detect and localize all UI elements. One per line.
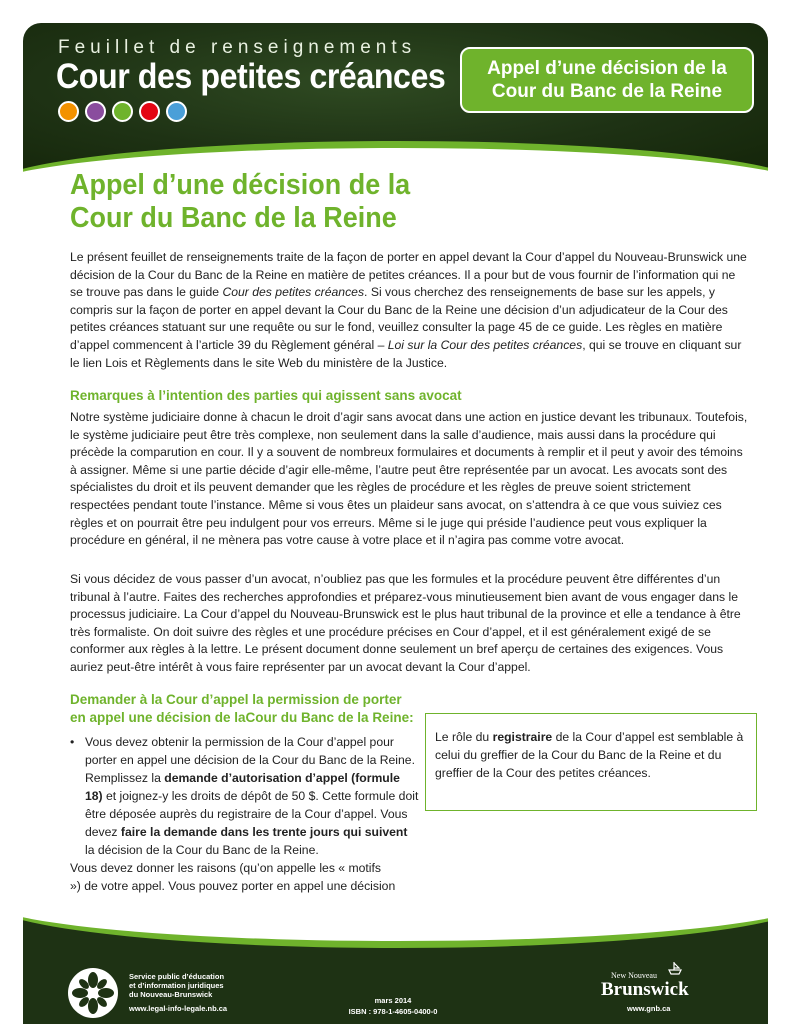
title-line-2: Cour du Banc de la Reine <box>70 202 397 234</box>
purple-dot <box>85 101 106 122</box>
guide-title: Cour des petites créances <box>222 285 365 300</box>
title-line-1: Appel d’une décision de la <box>70 169 411 201</box>
bullet-text-3: la décision de la Cour du Banc de la Reine. <box>85 843 319 857</box>
reasons-paragraph: Vous devez donner les raisons (qu’on appelle les « motifs ») de votre appel. Vous pouvez porter en appel une décision <box>70 861 396 893</box>
note-text-2: de la Cour d’appel est semblable à celui du greffier de la Cour du Banc de la Reine et du greffier de la Cour des petites créances. <box>435 730 744 780</box>
note-text-1: Le rôle du <box>435 730 493 744</box>
red-dot <box>139 101 160 122</box>
section2-heading-line-1: Demander à la Cour d’appel la permission de porter <box>70 692 402 707</box>
section2-heading-line-2: en appel une décision de laCour du Banc de la Reine: <box>70 710 414 725</box>
isbn: ISBN : 978-1-4605-0400-0 <box>348 1007 438 1016</box>
section1-heading: Remarques à l’intention des parties qui agissent sans avocat <box>70 388 462 403</box>
page-title <box>70 169 410 235</box>
service-line-3: du Nouveau-Brunswick <box>129 990 213 999</box>
section1-paragraph-1: Notre système judiciaire donne à chacun le droit d’agir sans avocat dans une action en justice devant les tribunaux. Toutefois, le système judiciaire peut être très complexe, non seulement dans la salle d’audience, mais aussi dans la procédure qui précède la comparution en cour. Il y a souvent de nombreux formulaires et documents à remplir et il peut y avoir des témoins à assigner. Même si une partie décide d’agir elle-même, l’autre peut être représentée par un avocat. Les avocats sont des spécialistes du droit et ils peuvent demander que les règles de procédure et les règles de preuve soient strictement respectées pendant toute l’instance. Même si vous êtes un plaideur sans avocat, on s’attendra à ce que vous suiviez ces règles et on pourrait être peu indulgent pour vos erreurs. Même si le juge qui préside l’audience peut vous expliquer la procédure en général, il ne mènera pas votre cause à votre place et il n’agira pas comme votre avocat. <box>70 410 748 548</box>
bullet-text-1: Vous devez obtenir la permission de la Cour d’appel pour porter en appel une décision de la Cour du Banc de la Reine. Remplissez la <box>85 735 415 785</box>
registrar-note-box <box>425 713 757 811</box>
page-frame <box>23 23 768 1024</box>
intro-paragraph <box>70 249 750 372</box>
topic-line-1: Appel d’une décision de la <box>487 58 727 79</box>
requirements-list <box>70 733 420 859</box>
ship-icon <box>667 961 683 975</box>
series-title: Cour des petites créances <box>56 57 446 96</box>
law-title: Loi sur la Cour des petites créances <box>387 337 583 352</box>
intro-text-1: Le présent feuillet de renseignements traite de la façon de porter en appel devant la Cour d’appel du Nouveau-Brunswick une décision de la Cour du Banc de la Reine en matière de petites créances. Il a pour but de vous fournir de l’information qui ne se trouve pas dans le guide <box>70 250 747 300</box>
color-dots <box>58 101 187 122</box>
bullet-text-2: et joignez-y les droits de dépôt de 50 $. Cette formule doit être déposée auprès du registraire de la Cour d’appel. Vous devez <box>85 789 419 839</box>
gnb-logo-wordmark: Brunswick <box>601 979 689 1000</box>
series-kicker: Feuillet de renseignements <box>58 37 417 58</box>
deadline-text: faire la demande dans les trente jours qui suivent <box>120 825 408 839</box>
blue-dot <box>166 101 187 122</box>
topic-box <box>460 47 754 113</box>
service-name <box>129 972 249 999</box>
footer-curve <box>23 911 768 948</box>
intro-text-2: . Si vous cherchez des renseignements de base sur les appels, y compris sur la façon de porter en appel devant la Cour du Banc de la Reine une décision d’un adjudicateur de la Cour des petites créances statuant sur une requête ou sur le fond, veuillez consulter la page 45 de ce guide. Les règles en matière d’appel commencent à l’article 39 du Règlement général – <box>70 285 728 352</box>
registrar-note <box>435 728 745 782</box>
list-item <box>70 733 420 859</box>
green-dot <box>112 101 133 122</box>
section1-paragraph-2: Si vous décidez de vous passer d’un avocat, n’oubliez pas que les formules et la procédure peuvent être différentes d’un tribunal à l’autre. Faites des recherches approfondies et préparez-vous minutieusement bien avant de vous engager dans le processus judiciaire. La Cour d’appel du Nouveau-Brunswick est le plus haut tribunal de la province et elle a tendance à être très formaliste. On doit suivre des règles et une procédure précises en Cour d’appel, et il est généralement exigé de se conformer aux règles à la lettre. Le présent document donne seulement un bref aperçu de certaines des exigences. Vous auriez peut-être intérêt à vous faire représenter par un avocat devant la Cour d’appel. <box>70 572 741 674</box>
gnb-url-link[interactable]: www.gnb.ca <box>627 1004 671 1013</box>
registrar-term: registraire <box>492 730 553 744</box>
pleis-logo-icon <box>67 967 119 1019</box>
pleis-url-link[interactable]: www.legal-info-legale.nb.ca <box>129 1004 228 1013</box>
gnb-logo-small: New Nouveau <box>611 971 657 980</box>
publication-date: mars 2014 <box>374 996 412 1005</box>
intro-text-3: , qui se trouve en cliquant sur le lien Lois et Règlements dans le site Web du ministère de la Justice. <box>70 337 742 370</box>
service-line-2: et d’information juridiques <box>129 981 224 990</box>
orange-dot <box>58 101 79 122</box>
topic-line-2: Cour du Banc de la Reine <box>491 81 723 102</box>
form-name: demande d’autorisation d’appel (formule 18) <box>85 771 400 803</box>
footer-banner <box>23 911 768 1024</box>
section2-heading <box>70 691 430 727</box>
service-line-1: Service public d’éducation <box>129 972 225 981</box>
header-banner <box>23 23 768 173</box>
